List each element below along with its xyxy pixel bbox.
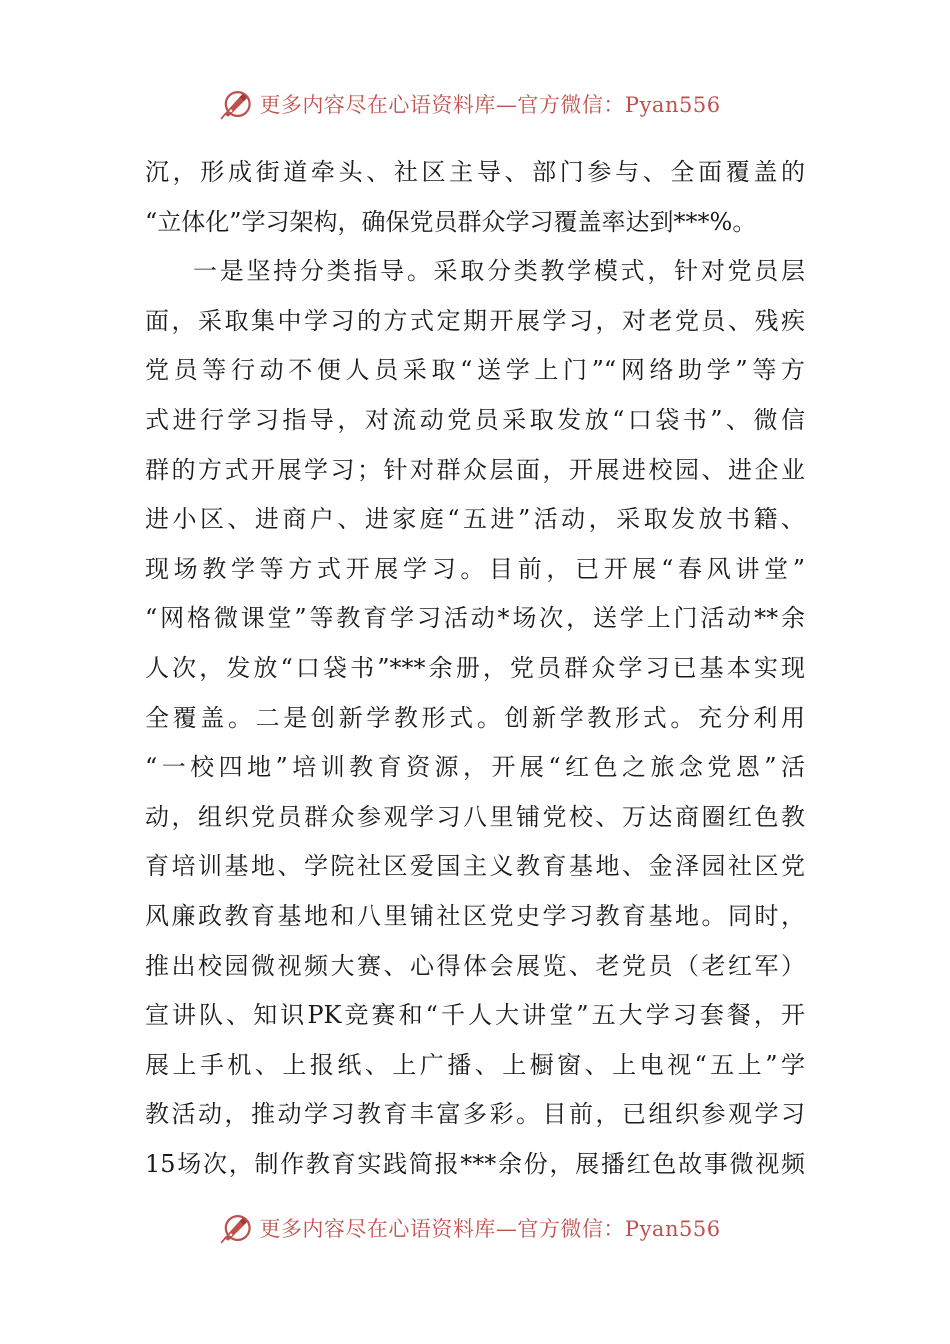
body-line-14: 动，组织党员群众参观学习八里铺党校、万达商圈红色教: [145, 802, 805, 831]
header-banner-group: [219, 87, 720, 121]
footer-banner-text: 更多内容尽在心语资料库—官方微信：Pyan556: [259, 1217, 721, 1241]
body-line-1: 沉，形成街道牵头、社区主导、部门参与、全面覆盖的: [145, 158, 805, 186]
body-line-5: 党员等行动不便人员采取“送学上门”“网络助学”等方: [145, 356, 805, 385]
body-line-20: 教活动，推动学习教育丰富多彩。目前，已组织参观学习: [145, 1100, 805, 1129]
pen-nib-circle-icon: [219, 1211, 253, 1245]
body-line-4: 面，采取集中学习的方式定期开展学习，对老党员、残疾: [145, 306, 805, 335]
footer-banner-group: [219, 1211, 720, 1245]
body-line-13: “一校四地”培训教育资源，开展“红色之旅念党恩”活: [145, 753, 805, 782]
body-line-8: 进小区、进商户、进家庭“五进”活动，采取发放书籍、: [145, 505, 805, 534]
body-line-9: 现场教学等方式开展学习。目前，已开展“春风讲堂”: [145, 554, 805, 583]
body-line-16: 风廉政教育基地和八里铺社区党史学习教育基地。同时，: [145, 901, 805, 930]
body-line-15: 育培训基地、学院社区爱国主义教育基地、金泽园社区党: [145, 852, 805, 881]
body-line-11: 人次，发放“口袋书”***余册，党员群众学习已基本实现: [145, 653, 805, 682]
body-line-10: “网格微课堂”等教育学习活动*场次，送学上门活动**余: [145, 604, 805, 633]
body-line-2: “立体化”学习架构，确保党员群众学习覆盖率达到***%。: [145, 207, 757, 236]
header-banner: [0, 84, 950, 124]
body-line-19: 展上手机、上报纸、上广播、上橱窗、上电视“五上”学: [145, 1050, 805, 1079]
body-line-21: 15场次，制作教育实践简报***余份，展播红色故事微视频: [145, 1149, 805, 1178]
header-banner-text: 更多内容尽在心语资料库—官方微信：Pyan556: [259, 93, 721, 117]
document-body: [145, 148, 805, 1189]
body-line-7: 群的方式开展学习；针对群众层面，开展进校园、进企业: [145, 455, 805, 484]
body-line-3: 一是坚持分类指导。采取分类教学模式，针对党员层: [193, 257, 805, 286]
pen-nib-circle-icon: [219, 87, 253, 121]
body-line-18: 宣讲队、知识PK竞赛和“千人大讲堂”五大学习套餐，开: [145, 1001, 805, 1030]
body-line-17: 推出校园微视频大赛、心得体会展览、老党员（老红军）: [145, 951, 805, 980]
footer-banner: [0, 1208, 950, 1248]
body-line-12: 全覆盖。二是创新学教形式。创新学教形式。充分利用: [145, 703, 805, 732]
body-line-6: 式进行学习指导，对流动党员采取发放“口袋书”、微信: [145, 405, 805, 434]
